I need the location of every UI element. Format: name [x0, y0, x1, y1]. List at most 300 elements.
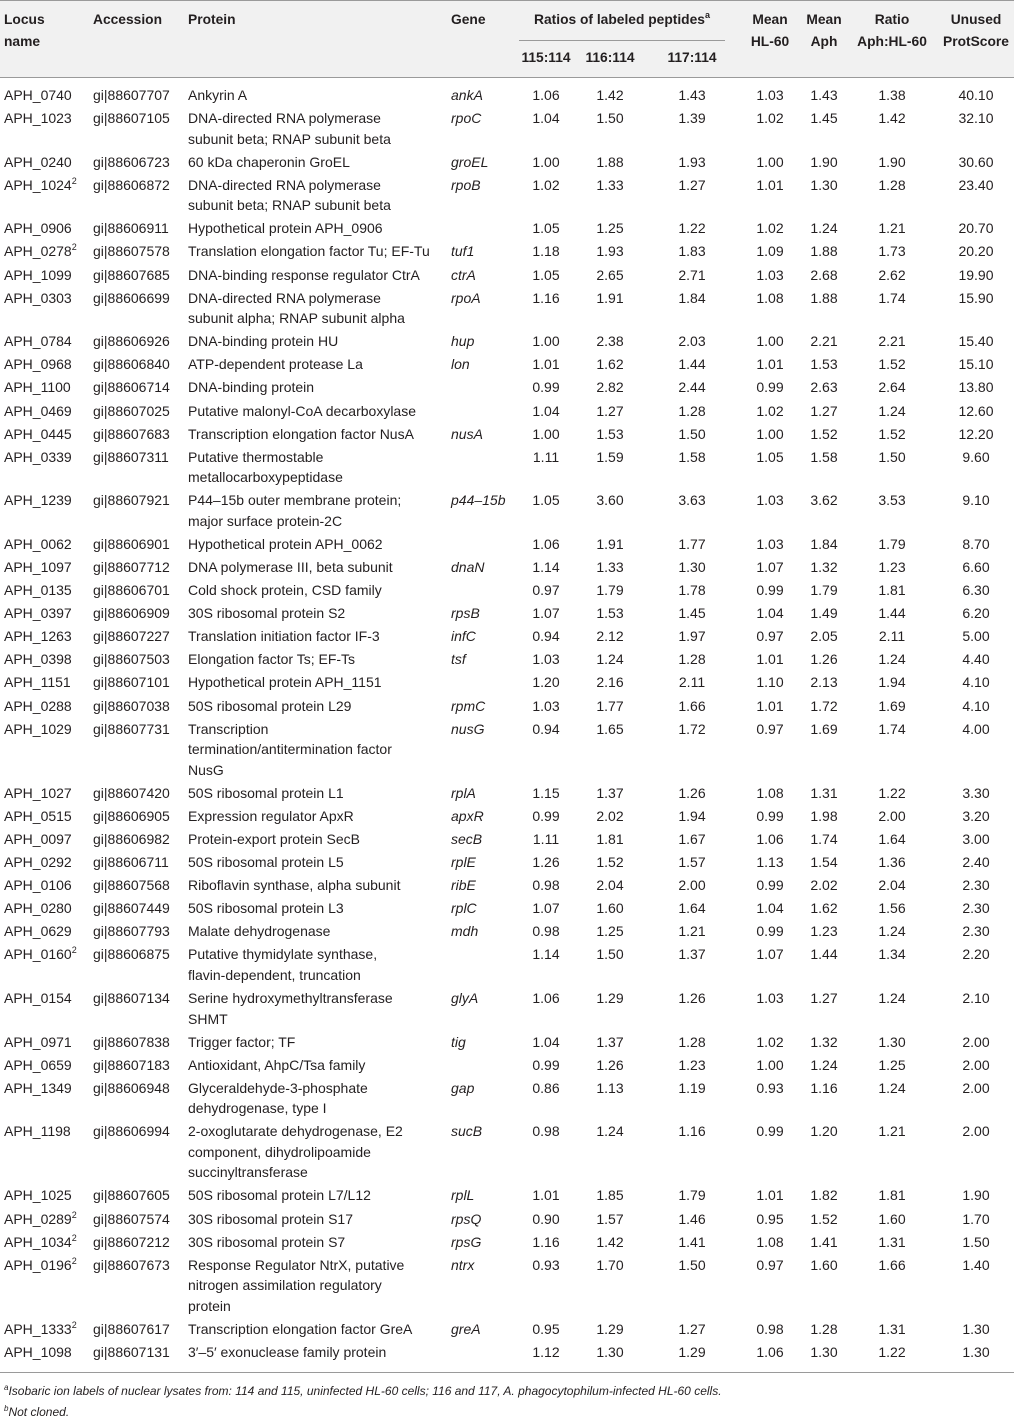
cell-mean-hl60: 1.02 [756, 110, 784, 127]
cell-mean-hl60: 1.09 [756, 243, 784, 260]
cell-locus: APH_0062 [4, 535, 72, 552]
cell-ratio: 1.79 [878, 535, 906, 552]
cell-mean-hl60: 0.93 [756, 1079, 784, 1096]
cell-mean-hl60: 1.01 [756, 176, 784, 193]
table-header [0, 0, 1014, 78]
cell-accession: gi|88606701 [93, 582, 170, 599]
table-row [0, 150, 1014, 173]
cell-r115: 1.15 [532, 784, 560, 801]
cell-mean-hl60: 0.97 [756, 720, 784, 737]
table-row [0, 532, 1014, 555]
cell-protein: 3′–5′ exonuclease family protein [188, 1343, 387, 1360]
table-row [0, 624, 1014, 647]
cell-unused: 2.30 [962, 877, 990, 894]
table-row [0, 919, 1014, 942]
cell-protein: Antioxidant, AhpC/Tsa family [188, 1056, 366, 1073]
cell-locus: APH_0906 [4, 220, 72, 237]
cell-ratio: 1.56 [878, 900, 906, 917]
table-row [0, 1317, 1014, 1340]
cell-r116: 1.77 [596, 697, 624, 714]
header-ratio: Ratio Aph:HL-60 [857, 12, 927, 49]
cell-r115: 1.18 [532, 243, 560, 260]
cell-gene: sucB [451, 1123, 483, 1140]
cell-protein: DNA-directed RNA polymerase subunit beta; RNAP subunit beta [188, 110, 391, 147]
cell-protein: DNA-binding protein [188, 379, 315, 396]
cell-mean-aph: 1.53 [810, 356, 838, 373]
cell-r116: 1.25 [596, 923, 624, 940]
cell-unused: 15.90 [958, 289, 994, 306]
cell-r116: 1.37 [596, 784, 624, 801]
cell-accession: gi|88606909 [93, 605, 170, 622]
cell-protein: 50S ribosomal protein L29 [188, 697, 352, 714]
cell-r116: 1.29 [596, 990, 624, 1006]
cell-r117: 1.37 [678, 946, 706, 963]
cell-ratio: 1.81 [878, 1187, 906, 1204]
cell-r115: 1.07 [532, 605, 560, 622]
cell-unused: 20.70 [958, 220, 994, 237]
cell-protein: Translation initiation factor IF-3 [188, 628, 380, 645]
cell-gene: rpmC [451, 697, 486, 714]
table-row [0, 804, 1014, 827]
cell-accession: gi|88607683 [93, 425, 170, 442]
cell-locus: APH_0968 [4, 356, 72, 373]
cell-ratio: 1.94 [878, 674, 906, 691]
cell-mean-hl60: 1.04 [756, 900, 784, 917]
header-r116: 116:114 [585, 50, 635, 65]
cell-ratio: 1.74 [878, 289, 906, 306]
cell-accession: gi|88606948 [93, 1079, 170, 1096]
cell-ratio: 1.44 [878, 605, 906, 622]
cell-protein: Hypothetical protein APH_0062 [188, 535, 383, 552]
cell-gene: dnaN [451, 559, 485, 575]
cell-mean-hl60: 1.02 [756, 220, 784, 237]
cell-gene: hup [451, 333, 475, 350]
table-row [0, 1230, 1014, 1253]
cell-unused: 12.20 [958, 425, 994, 442]
cell-accession: gi|88606982 [93, 830, 170, 847]
cell-ratio: 1.69 [878, 697, 906, 714]
cell-mean-aph: 1.62 [810, 900, 838, 917]
cell-protein: 60 kDa chaperonin GroEL [188, 153, 350, 170]
table-row [0, 647, 1014, 670]
cell-gene: rplE [451, 854, 476, 871]
cell-ratio: 1.24 [878, 923, 906, 940]
cell-protein: Riboflavin synthase, alpha subunit [188, 877, 401, 894]
cell-mean-hl60: 0.97 [756, 1256, 784, 1273]
cell-protein: 50S ribosomal protein L7/L12 [188, 1187, 371, 1204]
cell-r115: 0.97 [532, 582, 560, 599]
cell-ratio: 1.24 [878, 651, 906, 668]
cell-gene: ntrx [451, 1256, 475, 1273]
cell-protein: DNA-directed RNA polymerase subunit beta; RNAP subunit beta [188, 176, 391, 214]
cell-mean-aph: 1.32 [810, 559, 838, 575]
cell-mean-aph: 1.54 [810, 854, 838, 871]
cell-locus: APH_0240 [4, 153, 72, 170]
cell-r115: 0.94 [532, 628, 560, 645]
cell-unused: 2.00 [962, 1056, 990, 1073]
cell-unused: 9.60 [962, 448, 990, 465]
cell-protein: 30S ribosomal protein S7 [188, 1233, 346, 1250]
cell-r115: 1.02 [532, 176, 560, 193]
cell-protein: Transcription elongation factor GreA [188, 1320, 413, 1337]
cell-mean-hl60: 0.95 [756, 1210, 784, 1227]
cell-ratio: 1.81 [878, 582, 906, 599]
cell-locus: APH_0629 [4, 923, 72, 940]
cell-ratio: 2.04 [878, 877, 906, 894]
table-row [0, 1253, 1014, 1317]
cell-r116: 2.04 [596, 877, 624, 894]
cell-gene: ankA [451, 87, 483, 103]
header-gene: Gene [451, 12, 486, 27]
cell-mean-aph: 1.84 [810, 535, 838, 552]
cell-protein: Putative malonyl-CoA decarboxylase [188, 402, 417, 419]
cell-gene: lon [451, 356, 470, 373]
cell-r117: 1.27 [678, 1320, 706, 1337]
cell-gene: gap [451, 1079, 475, 1096]
cell-protein: Translation elongation factor Tu; EF-Tu [188, 243, 430, 260]
cell-accession: gi|88607574 [93, 1210, 170, 1227]
cell-gene: p44–15b [451, 492, 506, 509]
cell-protein: DNA-directed RNA polymerase subunit alpha; RNAP subunit alpha [188, 289, 405, 327]
cell-accession: gi|88607105 [93, 110, 170, 127]
cell-mean-hl60: 1.04 [756, 605, 784, 622]
cell-r116: 1.27 [596, 402, 624, 419]
cell-locus: APH_1263 [4, 628, 72, 645]
cell-mean-hl60: 1.03 [756, 492, 784, 509]
cell-protein: DNA-binding protein HU [188, 333, 339, 350]
cell-mean-aph: 1.24 [810, 1056, 838, 1073]
cell-unused: 2.30 [962, 923, 990, 940]
cell-accession: gi|88606714 [93, 379, 170, 396]
table-row [0, 83, 1014, 106]
cell-mean-aph: 1.16 [810, 1079, 838, 1096]
cell-locus: APH_1333$^2$ [4, 1319, 77, 1337]
cell-r117: 1.21 [678, 923, 706, 940]
cell-ratio: 1.90 [878, 153, 906, 170]
cell-mean-aph: 2.05 [810, 628, 838, 645]
cell-protein: Elongation factor Ts; EF-Ts [188, 651, 356, 668]
table-row [0, 488, 1014, 532]
cell-locus: APH_1023 [4, 110, 72, 127]
cell-ratio: 1.21 [878, 220, 906, 237]
cell-gene: rplL [451, 1187, 475, 1204]
cell-mean-hl60: 0.99 [756, 807, 784, 824]
cell-ratio: 2.00 [878, 807, 906, 824]
cell-mean-hl60: 0.99 [756, 877, 784, 894]
cell-mean-aph: 1.43 [810, 87, 838, 103]
cell-protein: ATP-dependent protease La [188, 356, 363, 373]
cell-r115: 0.95 [532, 1320, 560, 1337]
table-row [0, 1076, 1014, 1120]
cell-unused: 40.10 [958, 87, 994, 103]
cell-gene: tuf1 [451, 243, 475, 260]
cell-unused: 2.30 [962, 900, 990, 917]
cell-accession: gi|88607793 [93, 923, 170, 940]
cell-r116: 1.88 [596, 153, 624, 170]
cell-r117: 1.77 [678, 535, 706, 552]
cell-mean-hl60: 1.02 [756, 1033, 784, 1050]
cell-mean-hl60: 1.08 [756, 784, 784, 801]
cell-locus: APH_1151 [4, 674, 71, 691]
cell-r116: 1.59 [596, 448, 624, 465]
cell-accession: gi|88607685 [93, 266, 170, 283]
cell-protein: DNA-binding response regulator CtrA [188, 266, 420, 283]
cell-gene: ribE [451, 877, 476, 894]
cell-protein: Protein-export protein SecB [188, 830, 360, 847]
ratio-header-rule [519, 40, 725, 41]
cell-accession: gi|88607025 [93, 402, 170, 419]
header-protein: Protein [188, 12, 236, 27]
cell-accession: gi|88607712 [93, 559, 170, 575]
cell-mean-aph: 1.49 [810, 605, 838, 622]
cell-mean-hl60: 1.00 [756, 153, 784, 170]
cell-r116: 1.26 [596, 1056, 624, 1073]
table-row [0, 781, 1014, 804]
cell-r116: 1.33 [596, 559, 624, 575]
cell-ratio: 2.62 [878, 266, 906, 283]
cell-unused: 2.40 [962, 854, 990, 871]
cell-r116: 1.24 [596, 1123, 624, 1140]
cell-mean-hl60: 0.99 [756, 1123, 784, 1140]
table-row [0, 942, 1014, 986]
cell-unused: 4.00 [962, 720, 990, 737]
cell-locus: APH_1025 [4, 1187, 72, 1204]
cell-unused: 4.10 [962, 697, 990, 714]
cell-r116: 2.82 [596, 379, 624, 396]
cell-protein: P44–15b outer membrane protein; major surface protein-2C [188, 492, 402, 529]
cell-ratio: 1.36 [878, 854, 906, 871]
cell-locus: APH_0160$^2$ [4, 945, 77, 963]
cell-unused: 1.30 [962, 1343, 990, 1360]
table-row [0, 216, 1014, 239]
cell-r116: 2.12 [596, 628, 624, 645]
cell-unused: 3.20 [962, 807, 990, 824]
cell-protein: 30S ribosomal protein S17 [188, 1210, 353, 1227]
cell-protein: 50S ribosomal protein L5 [188, 854, 344, 871]
table-row [0, 986, 1014, 1030]
cell-mean-aph: 1.20 [810, 1123, 838, 1140]
cell-mean-hl60: 1.00 [756, 425, 784, 442]
cell-gene: tsf [451, 651, 466, 668]
cell-ratio: 1.24 [878, 402, 906, 419]
cell-ratio: 2.21 [878, 333, 906, 350]
cell-gene: rpsB [451, 605, 480, 622]
cell-mean-hl60: 1.07 [756, 946, 784, 963]
cell-mean-hl60: 0.99 [756, 379, 784, 396]
cell-r117: 1.28 [678, 402, 706, 419]
cell-unused: 15.40 [958, 333, 994, 350]
cell-r117: 1.30 [678, 559, 706, 575]
cell-mean-aph: 1.72 [810, 697, 838, 714]
cell-r117: 2.00 [678, 877, 706, 894]
cell-r115: 0.99 [532, 807, 560, 824]
cell-locus: APH_1349 [4, 1079, 72, 1096]
cell-mean-aph: 1.58 [810, 448, 838, 465]
table-row [0, 263, 1014, 286]
table-row [0, 850, 1014, 873]
cell-unused: 1.90 [962, 1187, 990, 1204]
cell-r115: 0.98 [532, 1123, 560, 1140]
cell-r116: 1.33 [596, 176, 624, 193]
cell-r117: 1.84 [678, 289, 706, 306]
cell-locus: APH_1099 [4, 266, 72, 283]
cell-ratio: 1.74 [878, 720, 906, 737]
cell-ratio: 1.21 [878, 1123, 906, 1140]
cell-locus: APH_0154 [4, 990, 72, 1006]
cell-accession: gi|88607038 [93, 697, 170, 714]
cell-gene: ctrA [451, 266, 476, 283]
cell-r115: 1.00 [532, 333, 560, 350]
header-unused: Unused ProtScore [943, 12, 1009, 49]
cell-protein: Putative thermostable metallocarboxypeptidase [188, 448, 343, 486]
cell-gene: glyA [451, 990, 479, 1006]
cell-mean-hl60: 0.97 [756, 628, 784, 645]
cell-unused: 9.10 [962, 492, 990, 509]
cell-unused: 30.60 [958, 153, 994, 170]
cell-r115: 1.06 [532, 87, 560, 103]
cell-protein: Response Regulator NtrX, putative nitrogen assimilation regulatory protein [188, 1256, 405, 1314]
cell-accession: gi|88607605 [93, 1187, 170, 1204]
cell-ratio: 2.64 [878, 379, 906, 396]
cell-mean-hl60: 1.01 [756, 697, 784, 714]
cell-ratio: 1.22 [878, 784, 906, 801]
cell-r116: 1.62 [596, 356, 624, 373]
cell-mean-hl60: 0.99 [756, 923, 784, 940]
cell-r117: 1.44 [678, 356, 706, 373]
cell-r115: 1.16 [532, 1233, 560, 1250]
cell-r115: 0.98 [532, 877, 560, 894]
cell-mean-aph: 1.45 [810, 110, 838, 127]
cell-r117: 3.63 [678, 492, 706, 509]
cell-locus: APH_0278$^2$ [4, 242, 77, 260]
cell-accession: gi|88606926 [93, 333, 170, 350]
cell-r115: 1.14 [532, 559, 560, 575]
cell-mean-aph: 1.28 [810, 1320, 838, 1337]
cell-r115: 0.86 [532, 1079, 560, 1096]
cell-gene: nusG [451, 720, 485, 737]
cell-locus: APH_0292 [4, 854, 72, 871]
cell-r117: 2.03 [678, 333, 706, 350]
cell-r117: 1.72 [678, 720, 706, 737]
cell-accession: gi|88607183 [93, 1056, 170, 1073]
cell-locus: APH_0659 [4, 1056, 72, 1073]
cell-r115: 1.05 [532, 266, 560, 283]
cell-r115: 1.05 [532, 220, 560, 237]
cell-mean-aph: 1.90 [810, 153, 838, 170]
header-mean-aph: Mean Aph [806, 12, 842, 49]
cell-unused: 23.40 [958, 176, 994, 193]
cell-ratio: 1.25 [878, 1056, 906, 1073]
cell-unused: 6.20 [962, 605, 990, 622]
cell-r115: 1.12 [532, 1343, 560, 1360]
cell-ratio: 1.73 [878, 243, 906, 260]
cell-mean-aph: 1.52 [810, 425, 838, 442]
cell-ratio: 1.22 [878, 1343, 906, 1360]
cell-r115: 1.05 [532, 492, 560, 509]
cell-accession: gi|88607673 [93, 1256, 170, 1273]
cell-unused: 1.30 [962, 1320, 990, 1337]
cell-mean-aph: 2.02 [810, 877, 838, 894]
cell-r117: 1.27 [678, 176, 706, 193]
cell-gene: rpoC [451, 110, 482, 127]
cell-mean-hl60: 1.08 [756, 289, 784, 306]
cell-accession: gi|88607731 [93, 720, 170, 737]
cell-r117: 1.78 [678, 582, 706, 599]
cell-unused: 3.30 [962, 784, 990, 801]
cell-mean-hl60: 1.03 [756, 87, 784, 103]
cell-locus: APH_0469 [4, 402, 72, 419]
cell-r116: 1.81 [596, 830, 624, 847]
cell-r117: 1.93 [678, 153, 706, 170]
table-row [0, 375, 1014, 398]
cell-locus: APH_1027 [4, 784, 72, 801]
cell-mean-aph: 2.68 [810, 266, 838, 283]
cell-r117: 1.64 [678, 900, 706, 917]
cell-protein: 30S ribosomal protein S2 [188, 605, 346, 622]
cell-ratio: 1.60 [878, 1210, 906, 1227]
cell-ratio: 1.42 [878, 110, 906, 127]
cell-unused: 2.10 [962, 990, 990, 1006]
cell-mean-aph: 1.27 [810, 990, 838, 1006]
cell-r116: 1.70 [596, 1256, 624, 1273]
cell-locus: APH_0288 [4, 697, 72, 714]
cell-r116: 1.52 [596, 854, 624, 871]
cell-locus: APH_0397 [4, 605, 72, 622]
table-row [0, 873, 1014, 896]
cell-accession: gi|88607449 [93, 900, 170, 917]
cell-locus: APH_1239 [4, 492, 72, 509]
table-row [0, 286, 1014, 330]
table-row [0, 173, 1014, 217]
cell-r115: 1.07 [532, 900, 560, 917]
cell-locus: APH_0784 [4, 333, 72, 350]
cell-r117: 1.46 [678, 1210, 706, 1227]
cell-gene: rpoB [451, 176, 481, 193]
cell-unused: 12.60 [958, 402, 994, 419]
cell-mean-aph: 2.21 [810, 333, 838, 350]
cell-accession: gi|88607101 [93, 674, 170, 691]
cell-mean-aph: 1.30 [810, 1343, 838, 1360]
cell-accession: gi|88607578 [93, 243, 170, 260]
table-row [0, 1119, 1014, 1183]
cell-accession: gi|88607503 [93, 651, 170, 668]
cell-gene: groEL [451, 153, 489, 170]
cell-r116: 3.60 [596, 492, 624, 509]
cell-ratio: 1.24 [878, 990, 906, 1006]
cell-r117: 1.16 [678, 1123, 706, 1140]
cell-mean-aph: 1.82 [810, 1187, 838, 1204]
cell-gene: rplC [451, 900, 477, 917]
cell-gene: nusA [451, 425, 483, 442]
cell-r116: 1.91 [596, 535, 624, 552]
cell-mean-aph: 2.63 [810, 379, 838, 396]
cell-locus: APH_1097 [4, 559, 72, 575]
cell-mean-hl60: 1.10 [756, 674, 784, 691]
cell-locus: APH_1034$^2$ [4, 1232, 77, 1250]
header-mean-hl60: Mean HL-60 [750, 12, 790, 49]
cell-ratio: 1.52 [878, 425, 906, 442]
cell-protein: Cold shock protein, CSD family [188, 582, 382, 599]
cell-mean-aph: 1.60 [810, 1256, 838, 1273]
cell-r117: 1.22 [678, 220, 706, 237]
cell-ratio: 1.23 [878, 559, 906, 575]
cell-r115: 1.11 [532, 830, 560, 847]
cell-r117: 2.44 [678, 379, 706, 396]
cell-mean-aph: 1.41 [810, 1233, 838, 1250]
cell-mean-aph: 1.98 [810, 807, 838, 824]
cell-mean-hl60: 1.08 [756, 1233, 784, 1250]
table-row [0, 239, 1014, 262]
